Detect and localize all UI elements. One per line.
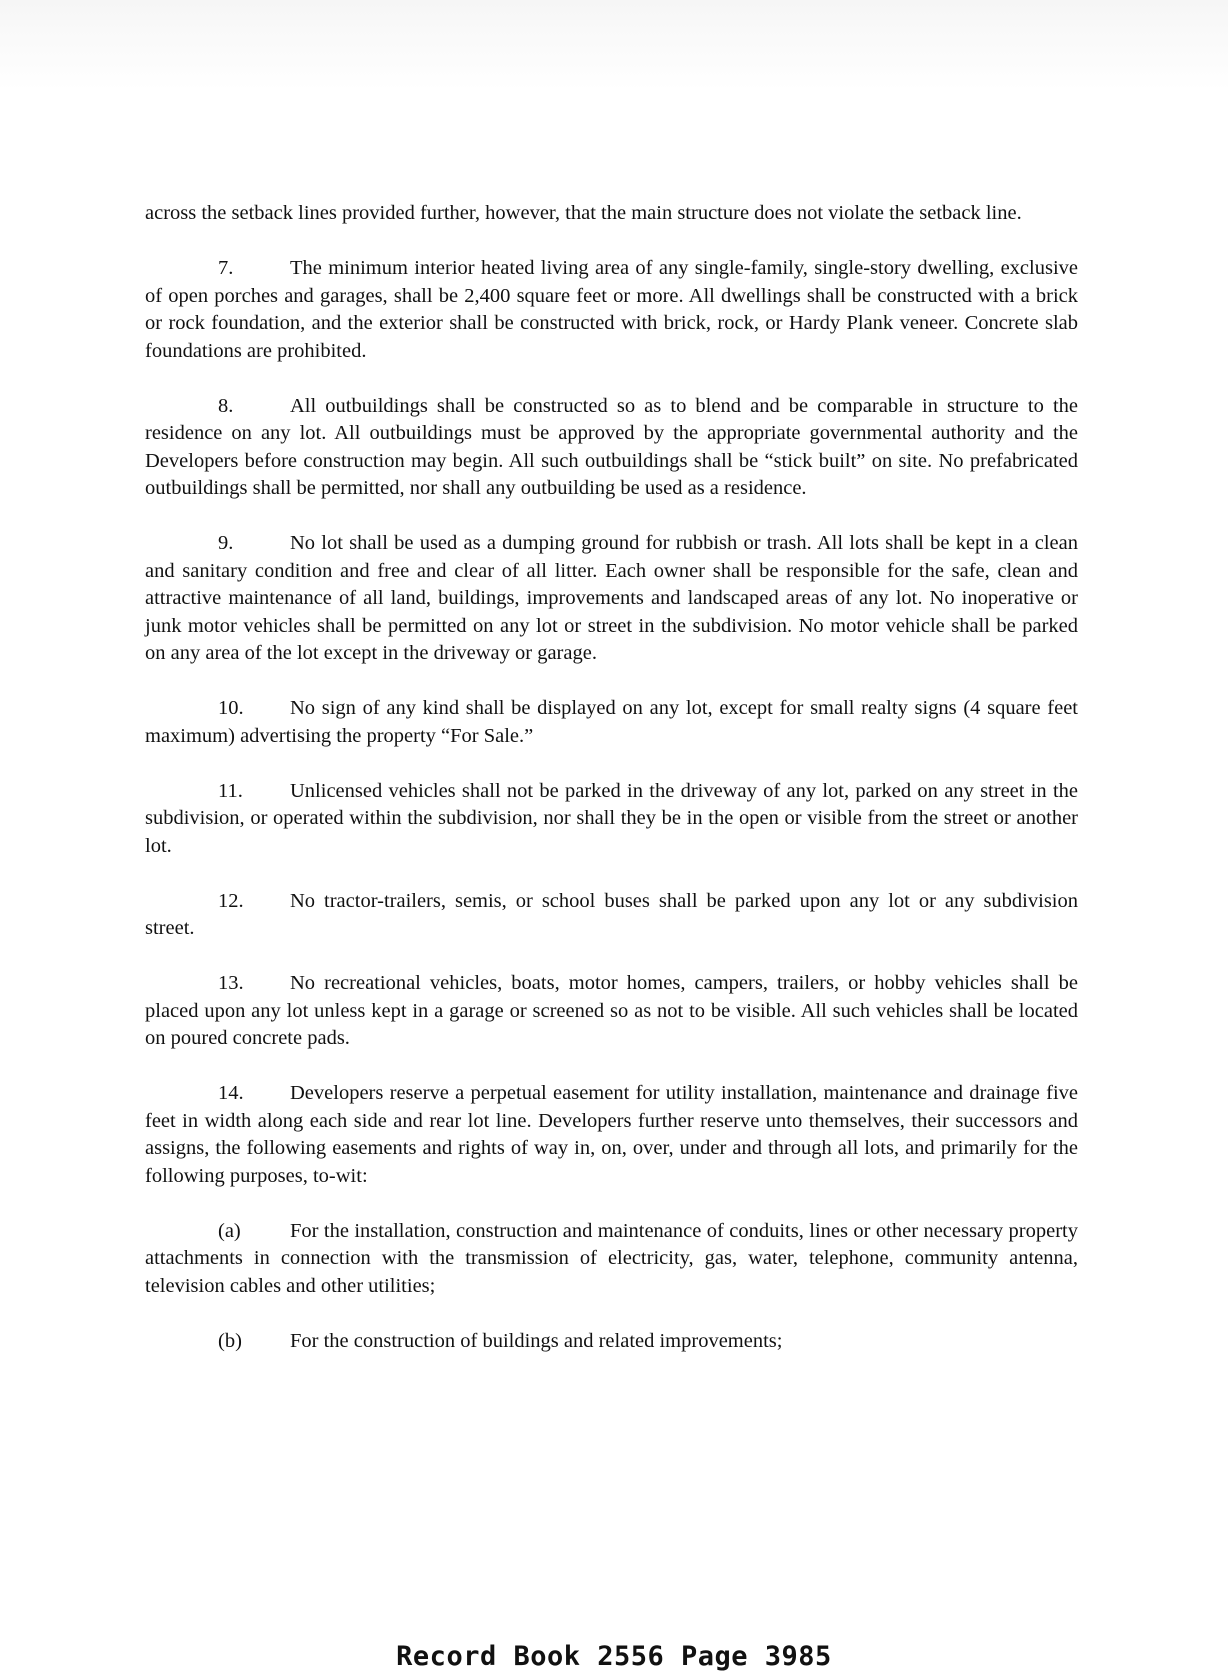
item-number: 14.: [218, 1082, 244, 1104]
item-number: 13.: [218, 972, 244, 994]
item-number: 12.: [218, 889, 244, 912]
easement-subitem-a: [145, 1218, 1078, 1301]
item-number: 7.: [218, 257, 234, 279]
item-text: For the installation, construction and maintenance of conduits, lines or other necessary property attachments in connection with the transmission of electricity, gas, water, telephone, community antenna, television cables and other utilities;: [145, 1219, 1078, 1297]
item-text: All outbuildings shall be constructed so as to blend and be comparable in structure to the residence on any lot. All outbuildings must be approved by the appropriate governmental authority and the Developers before construction may begin. All such outbuildings shall be “stick built” on site. No prefabricated outbuildings shall be permitted, nor shall any outbuilding be used as a residence.: [145, 394, 1078, 499]
record-book-stamp: Record Book 2556 Page 3985: [396, 1641, 832, 1672]
covenant-item-10: [145, 695, 1078, 750]
item-number: (a): [218, 1219, 241, 1242]
item-number: 9.: [218, 532, 234, 554]
continuation-paragraph: across the setback lines provided further, however, that the main structure does not violate the setback line.: [145, 202, 1022, 224]
item-number: (b): [218, 1329, 242, 1352]
item-text: No recreational vehicles, boats, motor homes, campers, trailers, or hobby vehicles shall be placed upon any lot unless kept in a garage or screened so as not to be visible. All such vehicles shall be located on poured concrete pads.: [145, 972, 1078, 1049]
easement-subitem-b: [145, 1328, 1078, 1356]
covenant-item-7: [145, 255, 1078, 365]
scan-top-shade: [0, 0, 1228, 90]
item-text: The minimum interior heated living area of any single-family, single-story dwelling, exclusive of open porches and garages, shall be 2,400 square feet or more. All dwellings shall be constructed with a brick or rock foundation, and the exterior shall be constructed with brick, rock, or Hardy Plank veneer. Concrete slab foundations are prohibited.: [145, 257, 1078, 362]
covenant-item-9: [145, 530, 1078, 668]
item-text: No lot shall be used as a dumping ground for rubbish or trash. All lots shall be kept in a clean and sanitary condition and free and clear of all litter. Each owner shall be responsible for the safe, clean and attractive maintenance of all land, buildings, improvements and landscaped areas of any lot. No inoperative or junk motor vehicles shall be permitted on any lot or street in the subdivision. No motor vehicle shall be parked on any area of the lot except in the driveway or garage.: [145, 532, 1078, 664]
item-number: 8.: [218, 394, 234, 417]
item-text: Unlicensed vehicles shall not be parked in the driveway of any lot, parked on any street in the subdivision, or operated within the subdivision, nor shall they be in the open or visible from the street or another lot.: [145, 779, 1078, 857]
covenant-item-11: [145, 778, 1078, 861]
item-text: No tractor-trailers, semis, or school buses shall be parked upon any lot or any subdivision street.: [145, 889, 1078, 939]
covenant-item-8: [145, 393, 1078, 503]
covenant-item-14: [145, 1080, 1078, 1190]
item-number: 10.: [218, 697, 244, 719]
item-text: For the construction of buildings and related improvements;: [290, 1329, 783, 1352]
item-text: Developers reserve a perpetual easement for utility installation, maintenance and drainage five feet in width along each side and rear lot line. Developers further reserve unto themselves, their successors and assigns, the following easements and rights of way in, on, over, under and through all lots, and primarily for the following purposes, to-wit:: [145, 1082, 1078, 1187]
item-number: 11.: [218, 779, 243, 802]
covenant-item-12: [145, 888, 1078, 943]
covenant-item-13: [145, 970, 1078, 1053]
item-text: No sign of any kind shall be displayed on any lot, except for small realty signs (4 square feet maximum) advertising the property “For Sale.”: [145, 697, 1078, 747]
document-body: [145, 200, 1078, 1383]
